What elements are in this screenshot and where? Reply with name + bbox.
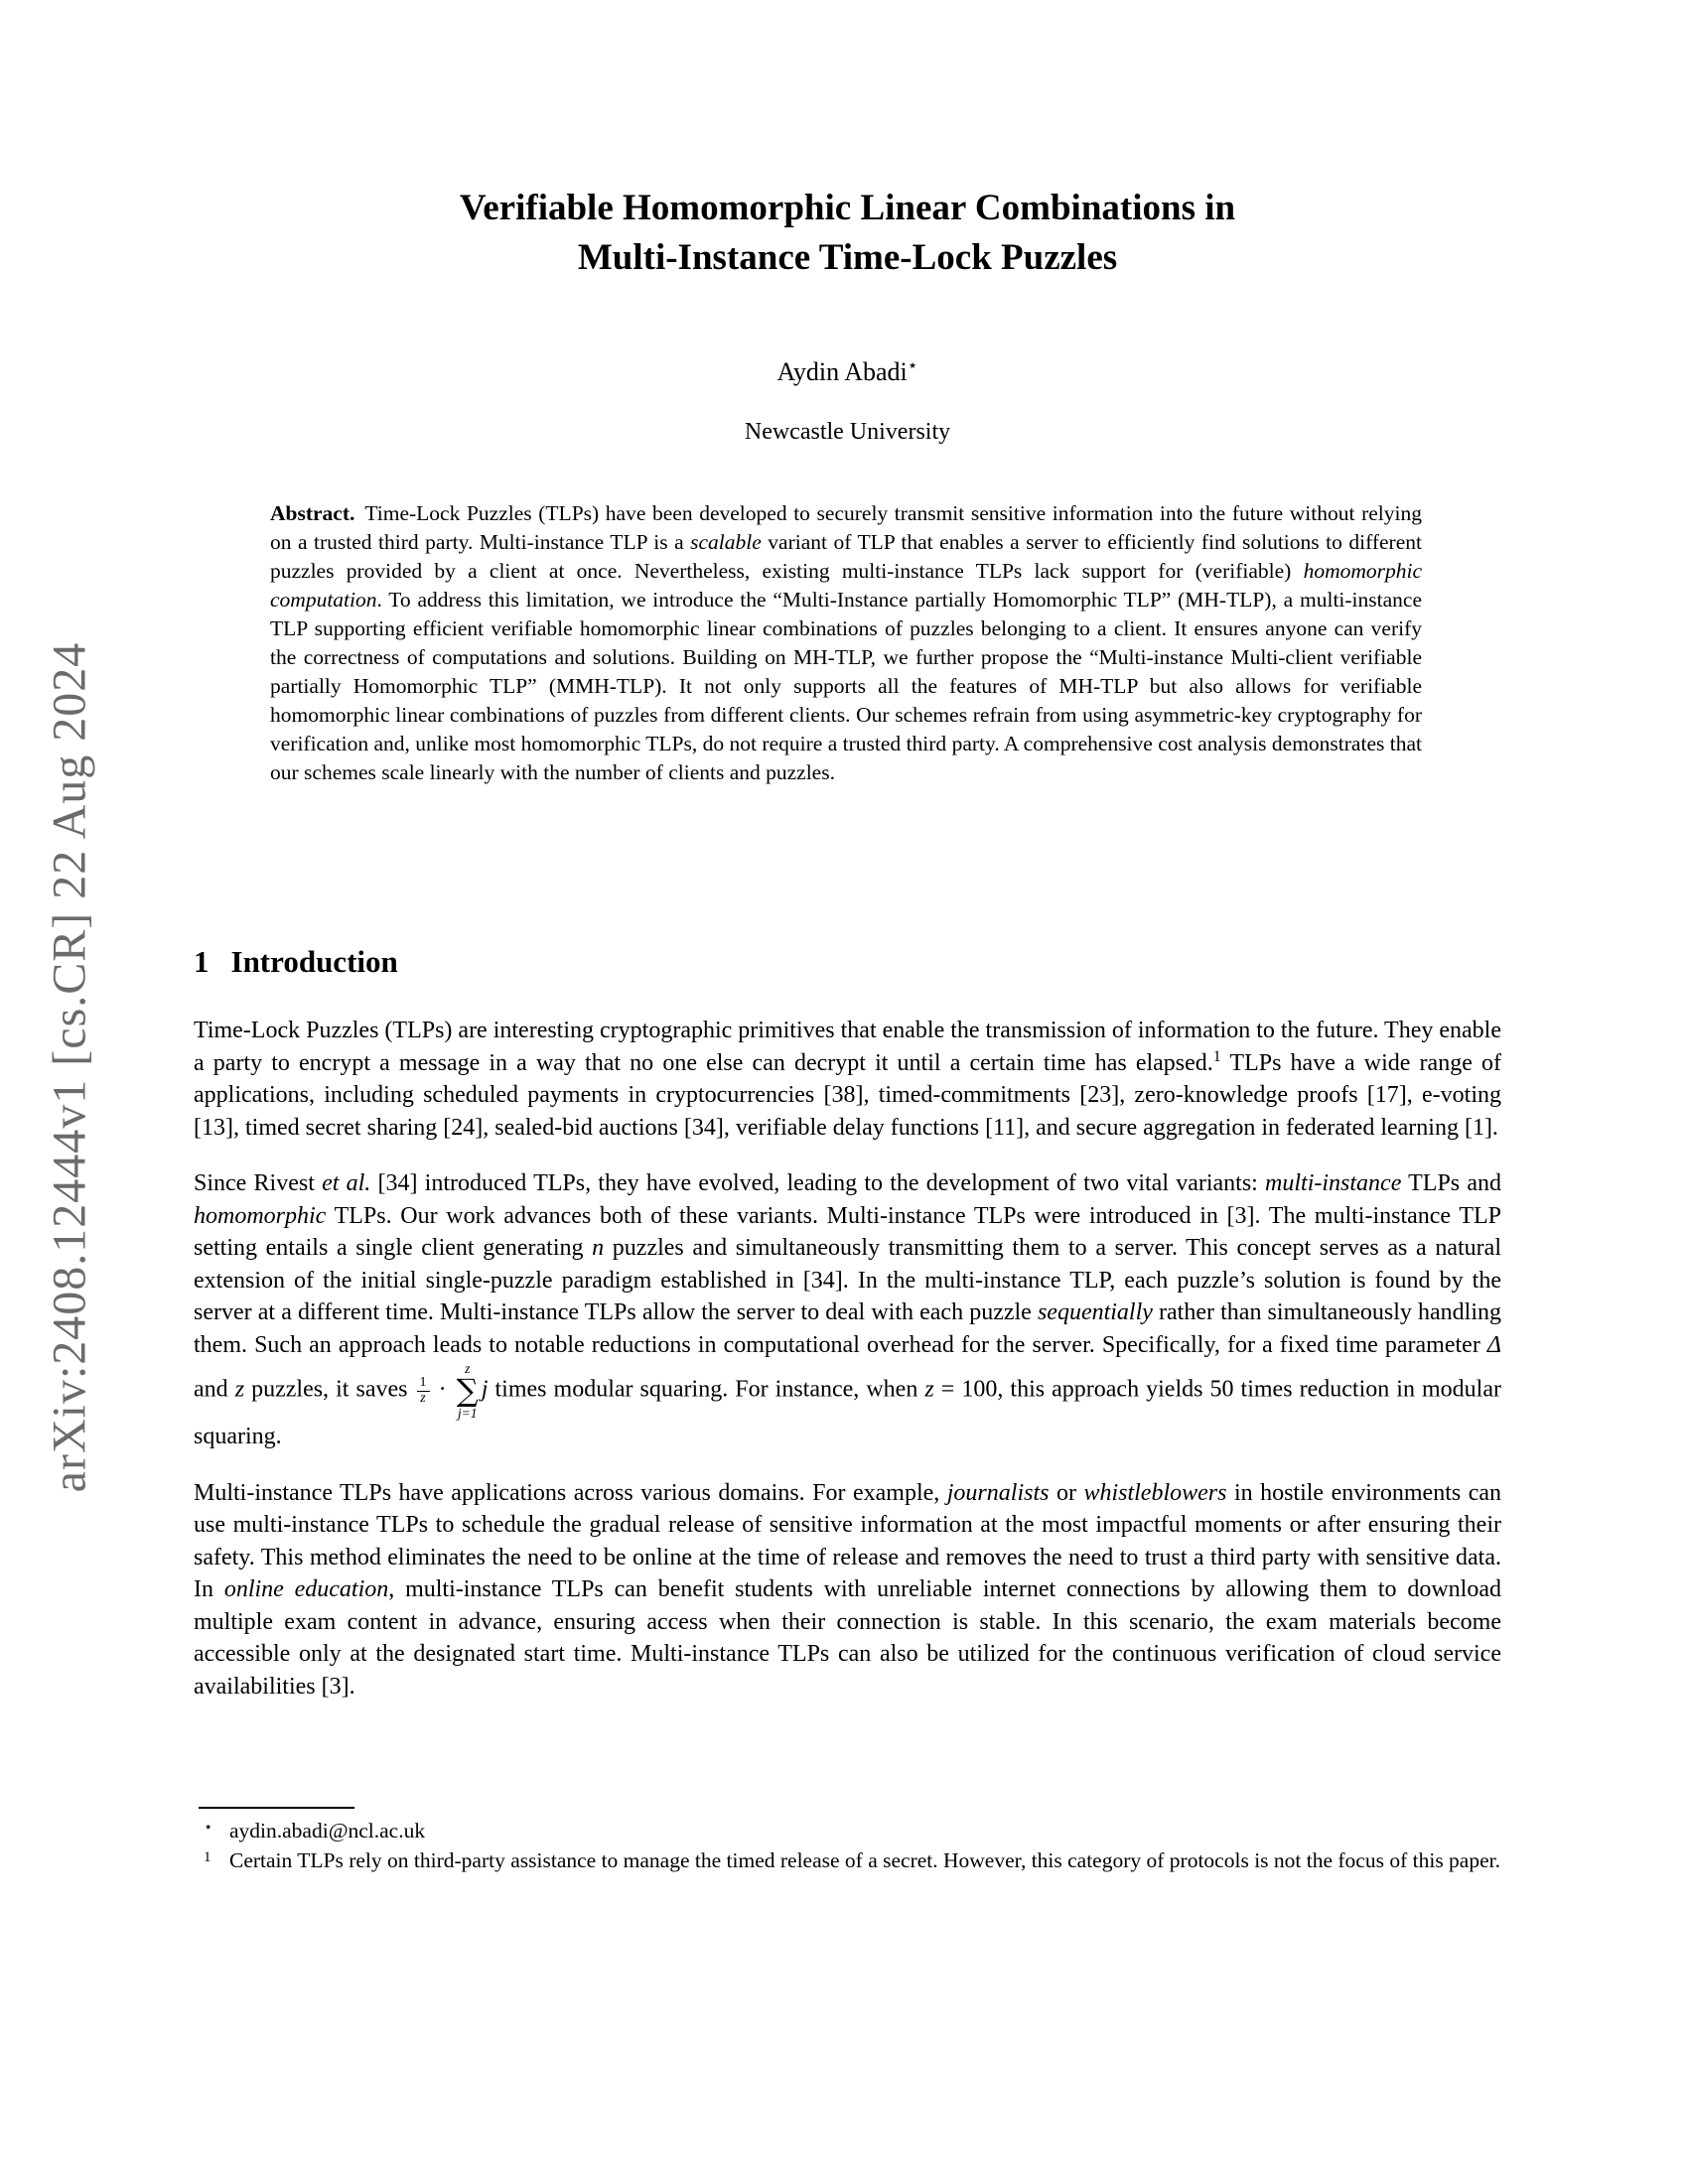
text-run: journalists xyxy=(946,1479,1050,1506)
text-run: whistleblowers xyxy=(1083,1479,1227,1506)
author-name: Aydin Abadi xyxy=(776,357,908,386)
paper-title-line1: Verifiable Homomorphic Linear Combinations in xyxy=(459,188,1236,228)
footnotes xyxy=(194,1807,1501,1875)
fraction-denominator: z xyxy=(420,1390,426,1406)
footnote-1-text: Certain TLPs rely on third-party assistance to manage the timed release of a secret. However, this category of protocols is not the focus of this paper. xyxy=(229,1848,1500,1872)
text-run: [34] introduced TLPs, they have evolved, leading to the development of two vital variants: xyxy=(370,1170,1266,1196)
paper-title-line2: Multi-Instance Time-Lock Puzzles xyxy=(577,237,1118,278)
abstract-text xyxy=(270,501,1422,784)
arxiv-watermark: arXiv:2408.12444v1 [cs.CR] 22 Aug 2024 xyxy=(43,641,96,1493)
text-run: Time-Lock Puzzles (TLPs) have been developed to securely transmit sensitive information into the future without relying on a trusted third party. Multi-instance TLP is a xyxy=(270,501,1422,554)
text-run: Time-Lock Puzzles (TLPs) are interesting cryptographic primitives that enable the transmission of information to the future. They enable a party to encrypt a message in a way that no one else can decrypt it until a certain time has elapsed. xyxy=(194,1018,1501,1076)
summation-upper-limit: z xyxy=(465,1361,471,1376)
intro-paragraph xyxy=(194,1477,1501,1704)
text-run: · xyxy=(431,1376,454,1403)
author-line xyxy=(194,357,1501,387)
text-run: homomorphic xyxy=(194,1202,327,1229)
footnote-marker-1: 1 xyxy=(204,1849,211,1865)
text-run: rather than simultaneously handling them. Such an approach leads to notable reductions in computational overhead for the server. Specifically, for a fixed time parameter xyxy=(194,1299,1501,1358)
section-heading-introduction xyxy=(194,944,1501,980)
text-run: times modular squaring. For instance, when xyxy=(488,1376,925,1403)
text-run: j xyxy=(481,1376,489,1403)
footnote-marker-star: ⋆ xyxy=(204,1820,213,1836)
text-run: z xyxy=(234,1376,245,1403)
text-run: TLPs. Our work advances both of these variants. Multi-instance TLPs were introduced in [3]. The multi-instance TLP setting entails a single client generating xyxy=(194,1202,1501,1261)
intro-paragraph xyxy=(194,1167,1501,1453)
text-run: in hostile environments can use multi-instance TLPs to schedule the gradual release of sensitive information at the most impactful moments or after ensuring their safety. This method eliminates the need to be online at the time of release and removes the need to trust a third party with sensitive data. In xyxy=(194,1479,1501,1603)
text-run: Multi-instance TLPs have applications across various domains. For example, xyxy=(194,1479,947,1506)
text-run: or xyxy=(1049,1479,1084,1506)
text-run: scalable xyxy=(690,530,762,554)
footnote-1 xyxy=(194,1845,1501,1875)
superscript-text: 1 xyxy=(1212,1047,1221,1065)
text-run: homomorphic computation xyxy=(270,559,1422,612)
paper-title xyxy=(194,184,1501,283)
text-run: z xyxy=(924,1376,934,1403)
text-run: , multi-instance TLPs can benefit students with unreliable internet connections by allowing them to download multiple exam content in advance, ensuring access when their connection is stable. In this scenario, the exam materials become accessible only at the designated start time. Multi-instance TLPs can also be utilized for the continuous verification of cloud service availabilities [3]. xyxy=(194,1576,1501,1700)
fraction-numerator: 1 xyxy=(417,1376,430,1392)
text-run: variant of TLP that enables a server to efficiently find solutions to different puzzles provided by a client at once. Nevertheless, existing multi-instance TLPs lack support for (verifiable) xyxy=(270,530,1422,583)
footnote-email xyxy=(194,1816,1501,1845)
abstract-label: Abstract. xyxy=(270,501,355,525)
footnote-email-text: aydin.abadi@ncl.ac.uk xyxy=(229,1819,426,1843)
introduction-body xyxy=(194,1015,1501,1703)
text-run: = 100, this approach yields 50 times reduction in modular squaring. xyxy=(194,1376,1501,1450)
author-footnote-mark: ⋆ xyxy=(907,355,918,375)
intro-paragraph xyxy=(194,1015,1501,1144)
text-run: multi-instance xyxy=(1265,1170,1402,1196)
text-run: et al. xyxy=(322,1170,371,1196)
text-run: Since Rivest xyxy=(194,1170,323,1196)
text-run: and xyxy=(194,1376,235,1403)
abstract xyxy=(270,499,1422,787)
affiliation: Newcastle University xyxy=(744,419,951,445)
math-summation xyxy=(457,1361,479,1421)
text-run: TLPs and xyxy=(1401,1170,1501,1196)
text-run: online education xyxy=(223,1576,389,1603)
footnote-rule xyxy=(199,1807,354,1809)
text-run: puzzles and simultaneously transmitting them to a server. This concept serves as a natural extension of the initial single-puzzle paradigm established in [34]. In the multi-instance TLP, each puzzle’s solution is found by the server at a different time. Multi-instance TLPs allow the server to deal with each puzzle xyxy=(194,1235,1501,1325)
text-run: puzzles, it saves xyxy=(244,1376,415,1403)
summation-lower-limit: j=1 xyxy=(457,1405,478,1421)
sigma-symbol: ∑ xyxy=(456,1372,479,1409)
section-number: 1 xyxy=(194,944,210,979)
text-run: . To address this limitation, we introduce the “Multi-Instance partially Homomorphic TLP” (MH-TLP), a multi-instance TLP supporting efficient verifiable homomorphic linear combinations of puzzles belonging to a client. It ensures anyone can verify the correctness of computations and solutions. Building on MH-TLP, we further propose the “Multi-instance Multi-client verifiable partially Homomorphic TLP” (MMH-TLP). It not only supports all the features of MH-TLP but also allows for verifiable homomorphic linear combinations of puzzles from different clients. Our schemes refrain from using asymmetric-key cryptography for verification and, unlike most homomorphic TLPs, do not require a trusted third party. A comprehensive cost analysis demonstrates that our schemes scale linearly with the number of clients and puzzles. xyxy=(270,588,1422,784)
text-run: Δ xyxy=(1486,1331,1501,1358)
text-run: TLPs have a wide range of applications, including scheduled payments in cryptocurrencies [38], timed-commitments [23], zero-knowledge proofs [17], e-voting [13], timed secret sharing [24], sealed-bid auctions [34], verifiable delay functions [11], and secure aggregation in federated learning [1]. xyxy=(194,1049,1501,1141)
text-run: sequentially xyxy=(1037,1299,1153,1325)
section-title: Introduction xyxy=(230,944,398,979)
text-run: n xyxy=(592,1235,605,1261)
math-fraction xyxy=(417,1376,430,1406)
